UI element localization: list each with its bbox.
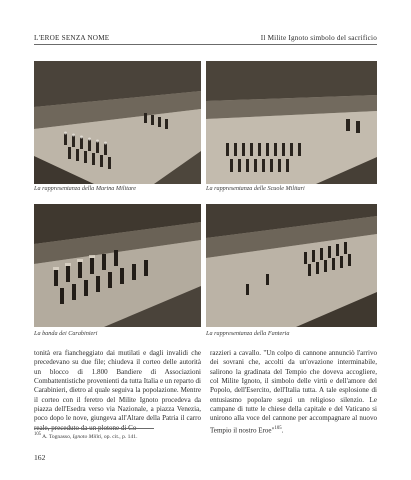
caption-banda-carabinieri: La banda dei Carabinieri (34, 330, 98, 337)
running-head-left: L'EROE SENZA NOME (34, 34, 110, 42)
footnote (34, 432, 137, 440)
body-right-paragraph (210, 349, 377, 435)
running-head-right: Il Milite Ignoto simbolo del sacrificio (260, 34, 377, 42)
photo-marina-militare (34, 61, 201, 184)
footnote-ref: 105 (274, 425, 282, 431)
photo-scuole-militari (206, 61, 377, 184)
photo-fanteria (206, 204, 377, 327)
body-right-column (210, 349, 377, 435)
caption-fanteria: La rappresentanza della Fanteria (206, 330, 290, 337)
footnote-rest: , op. cit., p. 141. (101, 433, 138, 440)
body-right-end: . (281, 426, 284, 435)
photo-banda-carabinieri (34, 204, 201, 327)
footnote-author: A. Tognasso, (42, 433, 72, 440)
body-left-column (34, 349, 201, 433)
caption-scuole-militari: La rappresentanza delle Scuole Militari (206, 185, 305, 192)
body-left-text: tonità era fiancheggiato dai mutilati e dagli invalidi che precedevano su due file; chiudeva il corteo delle autorità un blocco di 1.800 Bandiere di Associazioni Combattentistiche provenienti da tutta Italia e un reparto di Carabinieri, dietro al quale seguiva la popolazione. Mentre il corteo con il feretro del Milite Ignoto procedeva da piazza dell'Esedra verso via Nazionale, a piazza Venezia, poco dopo le nove, giungeva all'Altare della Patria il carro reale, preceduto da un plotone di Co- (34, 349, 201, 432)
body-right-text: razzieri a cavallo. "Un colpo di cannone annunciò l'arrivo dei sovrani che, accolti da un'ovazione interminabile, salirono la gradinata del Tempio che doveva accogliere, col Milite Ignoto, il simbolo delle virtù e dell'amore del Popolo, dell'Esercito, dell'Italia tutta. A tale esplosione di entusiasmo popolare seguì un religioso silenzio. Le campane di tutte le chiese della capitale e del Vaticano si unirono alla voce del cannone per accompagnare al nuovo Tempio il nostro Eroe" (210, 349, 377, 435)
footnote-title: Ignoto Militi (72, 433, 102, 440)
caption-marina-militare: La rappresentanza della Marina Militare (34, 185, 136, 192)
footnote-number: 105 (34, 432, 41, 437)
header-rule (34, 44, 377, 45)
footnote-rule (34, 428, 154, 429)
page-number: 162 (34, 453, 46, 462)
